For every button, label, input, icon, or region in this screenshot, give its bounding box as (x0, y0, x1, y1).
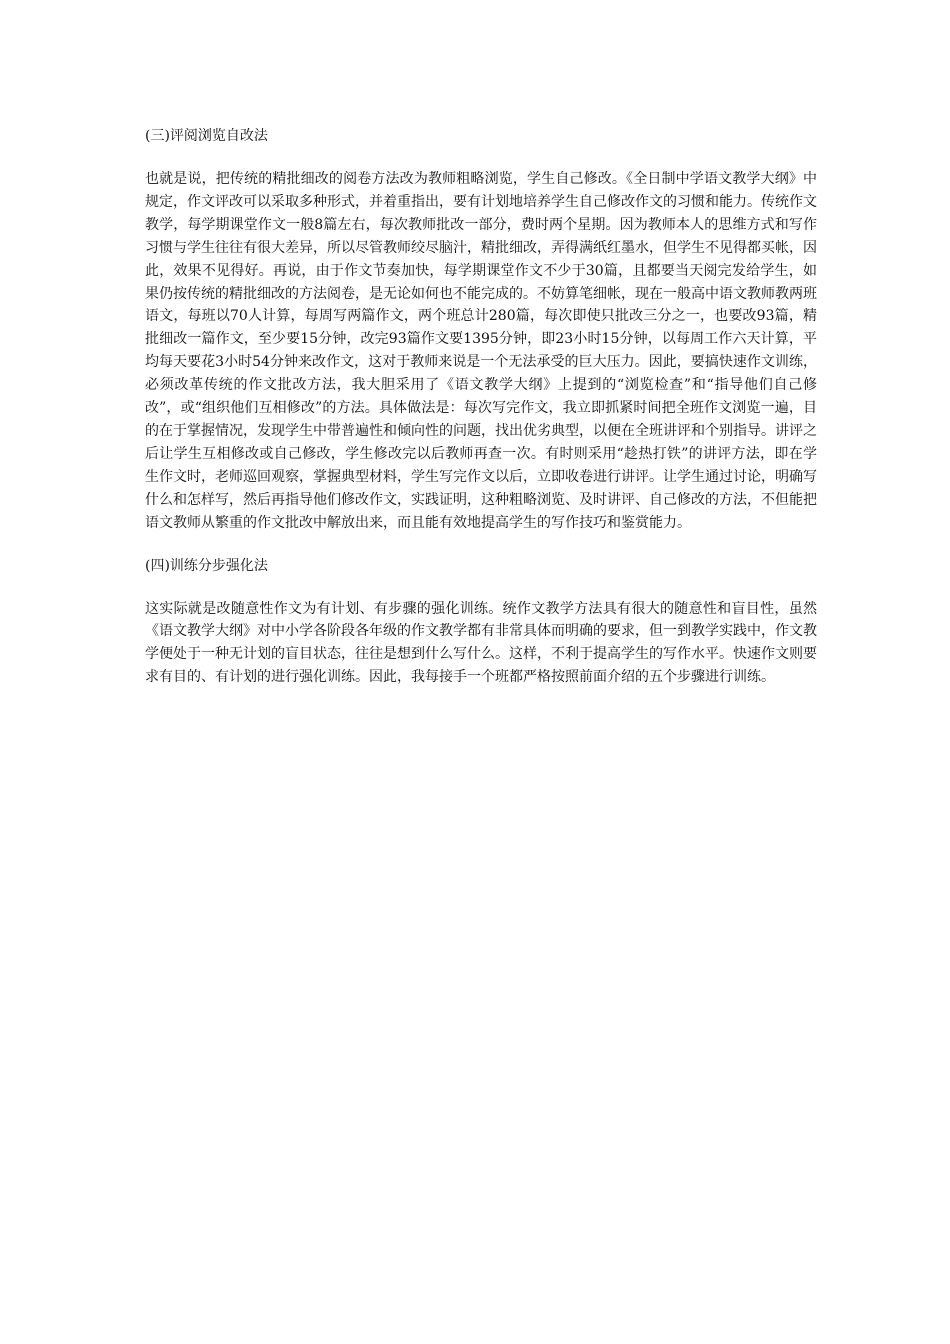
section-paragraph-3: 也就是说，把传统的精批细改的阅卷方法改为教师粗略浏览，学生自己修改。《全日制中学语文教学大纲》中规定，作文评改可以采取多种形式，并着重指出，要有计划地培养学生自己修改作文的习惯和能力。传统作文教学，每学期课堂作文一般8篇左右，每次教师批改一部分，费时两个星期。因为教师本人的思维方式和写作习惯与学生往往有很大差异，所以尽管教师绞尽脑汁，精批细改，弄得满纸红墨水，但学生不见得都买帐，因此，效果不见得好。再说，由于作文节奏加快，每学期课堂作文不少于30篇，且都要当天阅完发给学生，如果仍按传统的精批细改的方法阅卷，是无论如何也不能完成的。不妨算笔细帐，现在一般高中语文教师教两班语文，每班以70人计算，每周写两篇作文，两个班总计280篇，每次即使只批改三分之一，也要改93篇，精批细改一篇作文，至少要15分钟，改完93篇作文要1395分钟，即23小时15分钟，以每周工作六天计算，平均每天要花3小时54分钟来改作文，这对于教师来说是一个无法承受的巨大压力。因此，要搞快速作文训练，必须改革传统的作文批改方法，我大胆采用了《语文教学大纲》上提到的“浏览检查”和“指导他们自己修改”，或“组织他们互相修改”的方法。具体做法是：每次写完作文，我立即抓紧时间把全班作文浏览一遍，目的在于掌握情况，发现学生中带普遍性和倾向性的问题，找出优劣典型，以便在全班讲评和个别指导。讲评之后让学生互相修改或自己修改，学生修改完以后教师再查一次。有时则采用“趁热打铁”的讲评方法，即在学生作文时，老师巡回观察，掌握典型材料，学生写完作文以后，立即收卷进行讲评。让学生通过讨论，明确写什么和怎样写，然后再指导他们修改作文，实践证明，这种粗略浏览、及时讲评、自己修改的方法，不但能把语文教师从繁重的作文批改中解放出来，而且能有效地提高学生的写作技巧和鉴赏能力。 (145, 171, 817, 531)
section-heading-4: (四)训练分步强化法 (145, 557, 268, 574)
section-paragraph-4: 这实际就是改随意性作文为有计划、有步骤的强化训练。统作文教学方法具有很大的随意性和盲目性，虽然《语文教学大纲》对中小学各阶段各年级的作文教学都有非常具体而明确的要求，但一到教学实践中，作文教学便处于一种无计划的盲目状态，往往是想到什么写什么。这样，不利于提高学生的写作水平。快速作文则要求有目的、有计划的进行强化训练。因此，我每接手一个班都严格按照前面介绍的五个步骤进行训练。 (145, 600, 817, 686)
section-heading-3: (三)评阅浏览自改法 (145, 128, 268, 144)
document-body (145, 125, 817, 709)
